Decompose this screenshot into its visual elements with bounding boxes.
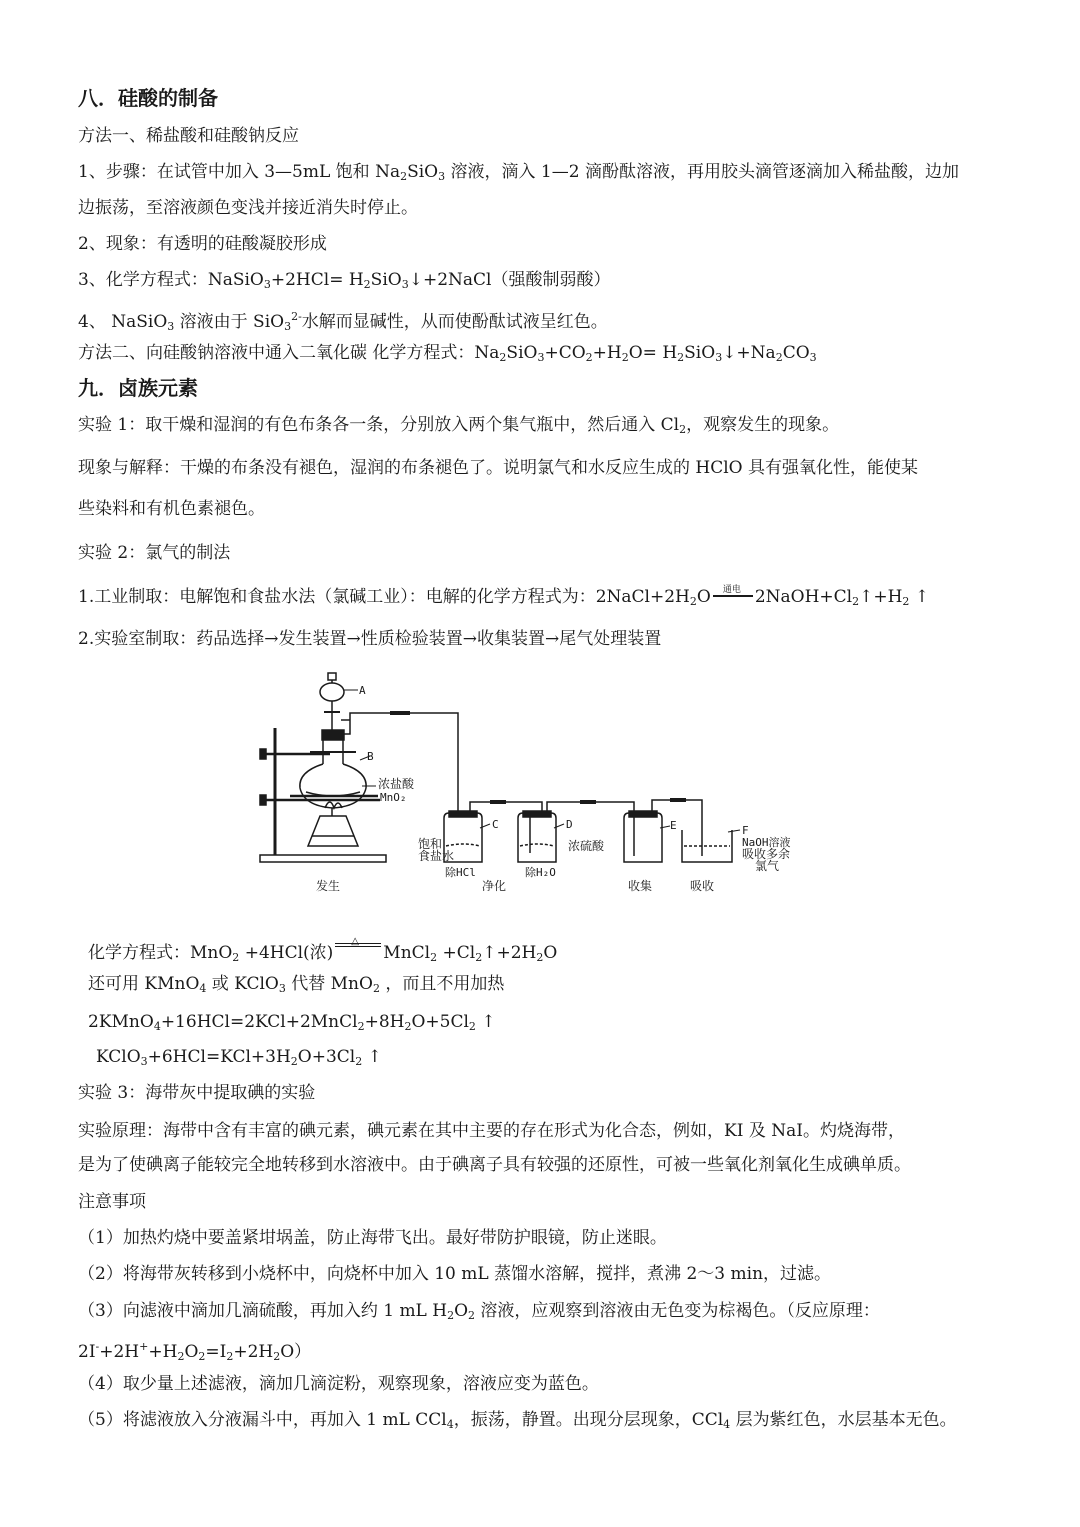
phenomenon: 2、现象：有透明的硅酸凝胶形成 [78,234,327,254]
label-remove-hcl: 除HCl [445,866,476,879]
section-8-title: 八．硅酸的制备 [78,86,218,110]
alcohol-lamp [308,816,358,846]
label-conc-hcl: 浓盐酸 [378,777,415,791]
label-brine-1: 饱和 [418,837,443,851]
separatory-funnel [320,683,344,701]
label-remove-h2o: 除H₂O [525,866,556,879]
round-bottom-flask [300,764,366,808]
stage-generation: 发生 [316,879,341,893]
label-b: B [367,750,374,763]
label-naoh-2: 吸收多余 [742,847,791,861]
label-naoh-1: NaOH溶液 [742,836,791,849]
stand-base [260,855,386,862]
step-line-2: 边振荡，至溶液颜色变浅并接近消失时停止。 [78,198,418,218]
experiment-1-result-2: 些染料和有机色素褪色。 [78,499,265,519]
stage-collection: 收集 [628,879,653,893]
heat-arrow: △ [333,936,383,960]
note-3-reaction: 2I-+2H++H2O2=I2+2H2O） [78,1340,312,1363]
label-d: D [566,818,573,831]
principle-line-2: 是为了使碘离子能较完全地转移到水溶液中。由于碘离子具有较强的还原性，可被一些氧化剂氧化生成碘单质。 [78,1155,911,1175]
kmno4-equation: 2KMnO4+16HCl=2KCl+2MnCl2+8H2O+5Cl2 ↑ [88,1012,496,1033]
label-h2so4: 浓硫酸 [568,839,605,853]
electrolysis-arrow: 通电 [711,584,755,604]
flask-stopper [322,730,344,740]
experiment-2: 实验 2：氯气的制法 [78,543,231,563]
stage-absorption: 吸收 [690,879,715,893]
label-brine-2: 食盐水 [418,849,455,863]
experiment-1: 实验 1：取干燥和湿润的有色布条各一条，分别放入两个集气瓶中，然后通入 Cl2，观察发生的现象。 [78,415,840,436]
note-3: （3）向滤液中滴加几滴硫酸，再加入约 1 mL H2O2 溶液，应观察到溶液由无色变为棕褐色。（反应原理： [78,1301,880,1322]
alternative-reagents: 还可用 KMnO4 或 KClO3 代替 MnO2 ，而且不用加热 [88,974,505,995]
method-1: 方法一、稀盐酸和硅酸钠反应 [78,126,299,146]
note-5: （5）将滤液放入分液漏斗中，再加入 1 mL CCl4，振荡，静置。出现分层现象，CCl4 层为紫红色，水层基本无色。 [78,1410,957,1431]
bottle-e [624,813,662,862]
section-9-title: 九．卤族元素 [78,376,198,400]
note-4: 4、 NaSiO3 溶液由于 $SiO3^{2-}$水解而显碱性，从而使酚酞试液呈红色。 [78,310,608,333]
label-mno2: MnO₂ [380,791,407,804]
lab-method: 2.实验室制取：药品选择→发生装置→性质检验装置→收集装置→尾气处理装置 [78,629,662,649]
bottle-d [518,813,556,862]
lab-equation: 化学方程式：MnO2 +4HCl(浓) △ MnCl2 +Cl2↑+2H2O [88,936,558,964]
label-a: A [359,684,366,697]
industrial-method: 1.工业制取：电解饱和食盐水法（氯碱工业）：电解的化学方程式为：2NaCl+2H2O 通电 2NaOH+Cl2↑+H2 ↑ [78,585,930,608]
note-2: （2）将海带灰转移到小烧杯中，向烧杯中加入 10 mL 蒸馏水溶解，搅拌，煮沸 2～3 min，过滤。 [78,1264,832,1284]
chlorine-apparatus-diagram [250,668,810,898]
label-naoh-3: 氯气 [755,859,780,873]
experiment-3: 实验 3：海带灰中提取碘的实验 [78,1083,316,1103]
stage-purification: 净化 [482,879,507,893]
equation-1: 3、化学方程式：NaSiO3+2HCl= H2SiO3↓+2NaCl（强酸制弱酸） [78,270,611,291]
step-line-1: 1、步骤：在试管中加入 3—5mL 饱和 Na2SiO3 溶液，滴入 1—2 滴酚酞溶液，再用胶头滴管逐滴加入稀盐酸，边加 [78,162,959,183]
label-c: C [492,818,499,831]
note-1: （1）加热灼烧中要盖紧坩埚盖，防止海带飞出。最好带防护眼镜，防止迷眼。 [78,1228,667,1248]
notes-heading: 注意事项 [78,1192,146,1212]
note-4: （4）取少量上述滤液，滴加几滴淀粉，观察现象，溶液应变为蓝色。 [78,1374,599,1394]
principle-line-1: 实验原理：海带中含有丰富的碘元素，碘元素在其中主要的存在形式为化合态，例如，KI 及 NaI。灼烧海带， [78,1121,905,1141]
label-e: E [670,819,677,832]
kclo3-equation: KClO3+6HCl=KCl+3H2O+3Cl2 ↑ [96,1047,382,1068]
experiment-1-result-1: 现象与解释：干燥的布条没有褪色，湿润的布条褪色了。说明氯气和水反应生成的 HClO 具有强氧化性，能使某 [78,458,919,478]
method-2: 方法二、向硅酸钠溶液中通入二氧化碳 化学方程式：Na2SiO3+CO2+H2O= H2SiO3↓+Na2CO3 [78,343,817,364]
label-f: F [742,824,749,837]
